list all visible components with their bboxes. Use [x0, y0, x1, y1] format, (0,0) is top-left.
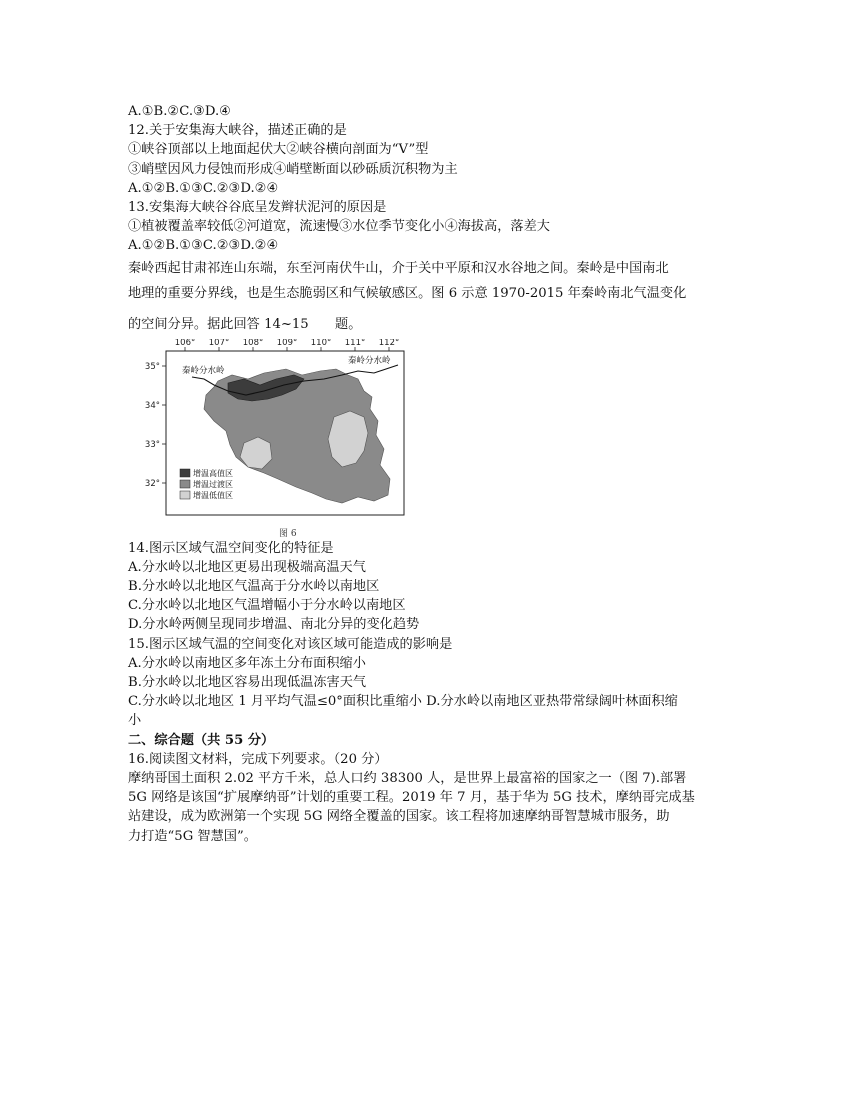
option-line: A.①②B.①③C.②③D.②④: [128, 180, 279, 196]
watershed-label-left: 秦岭分水岭: [182, 365, 225, 376]
question-13: 13.安集海大峡谷谷底呈发辫状泥河的原因是: [128, 200, 387, 216]
option-line: A.①②B.①③C.②③D.②④: [128, 238, 279, 254]
lon-tick: 111°: [344, 338, 366, 348]
statement-line: ③峭壁因风力侵蚀而形成④峭壁断面以砂砾质沉积物为主: [128, 161, 458, 177]
option-line: D.分水岭两侧呈现同步增温、南北分异的变化趋势: [128, 617, 420, 633]
intro-paragraph: [128, 256, 734, 337]
lat-tick: 32°: [144, 478, 160, 489]
legend-label: 增温低值区: [193, 490, 233, 500]
statement-line: ①植被覆盖率较低②河道宽，流速慢③水位季节变化小④海拔高，落差大: [128, 219, 550, 235]
lat-tick: 33°: [144, 439, 160, 450]
lon-tick: 109°: [276, 338, 298, 348]
option-line: C.分水岭以北地区 1 月平均气温≤0°面积比重缩小 D.分水岭以南地区亚热带常绿阔叶林面积缩: [128, 694, 678, 710]
legend-label: 增温过渡区: [193, 479, 233, 489]
material-line: 力打造“5G 智慧国”。: [128, 828, 257, 844]
statement-line: ①峡谷顶部以上地面起伏大②峡谷横向剖面为“V”型: [128, 142, 429, 158]
map-svg: [136, 339, 406, 525]
question-14: 14.图示区域气温空间变化的特征是: [128, 540, 334, 556]
lat-tick: 34°: [144, 400, 160, 411]
option-line: A.分水岭以北地区更易出现极端高温天气: [128, 559, 366, 575]
legend-swatch-transition: [180, 480, 190, 488]
material-line: 摩纳哥国土面积 2.02 平方千米，总人口约 38300 人，是世界上最富裕的国家之一（图 7).部署: [128, 771, 687, 787]
lat-tick: 35°: [144, 361, 160, 372]
lon-tick: 112°: [378, 338, 400, 348]
figure-caption: 图 6: [279, 528, 297, 539]
lon-tick: 110°: [310, 338, 332, 348]
legend-swatch-low: [180, 491, 190, 499]
intro-line: 地理的重要分界线，也是生态脆弱区和气候敏感区。图 6 示意 1970-2015 年秦岭南北气温变化: [128, 285, 687, 301]
question-16: 16.阅读图文材料，完成下列要求。（20 分）: [128, 751, 388, 767]
legend-label: 增温高值区: [193, 468, 233, 478]
option-line: C.分水岭以北地区气温增幅小于分水岭以南地区: [128, 598, 406, 614]
option-line-continued: 小: [128, 713, 142, 729]
question-15: 15.图示区域气温的空间变化对该区域可能造成的影响是: [128, 636, 453, 652]
option-line: A.分水岭以南地区多年冻土分布面积缩小: [128, 655, 366, 671]
material-line: 5G 网络是该国“扩展摩纳哥”计划的重要工程。2019 年 7 月，基于华为 5G 技术，摩纳哥完成基: [128, 790, 695, 806]
option-line: A.①B.②C.③D.④: [128, 104, 231, 119]
option-line: B.分水岭以北地区容易出现低温冻害天气: [128, 675, 367, 691]
material-line: 站建设，成为欧洲第一个实现 5G 网络全覆盖的国家。该工程将加速摩纳哥智慧城市服务，助: [128, 809, 670, 825]
watershed-label-right: 秦岭分水岭: [348, 355, 391, 366]
question-12: 12.关于安集海大峡谷，描述正确的是: [128, 123, 347, 139]
intro-line: 的空间分异。据此回答 14~15 题。: [128, 316, 362, 332]
lon-tick: 107°: [208, 338, 230, 348]
document-page: [128, 102, 734, 846]
legend-swatch-high: [180, 469, 190, 477]
lon-tick: 106°: [174, 338, 196, 348]
section-title: 二、综合题（共 55 分）: [128, 732, 275, 748]
option-line: B.分水岭以北地区气温高于分水岭以南地区: [128, 579, 380, 595]
qinling-temperature-map: [136, 339, 406, 539]
intro-line: 秦岭西起甘肃祁连山东端，东至河南伏牛山，介于关中平原和汉水谷地之间。秦岭是中国南北: [128, 260, 669, 276]
lon-tick: 108°: [242, 338, 264, 348]
